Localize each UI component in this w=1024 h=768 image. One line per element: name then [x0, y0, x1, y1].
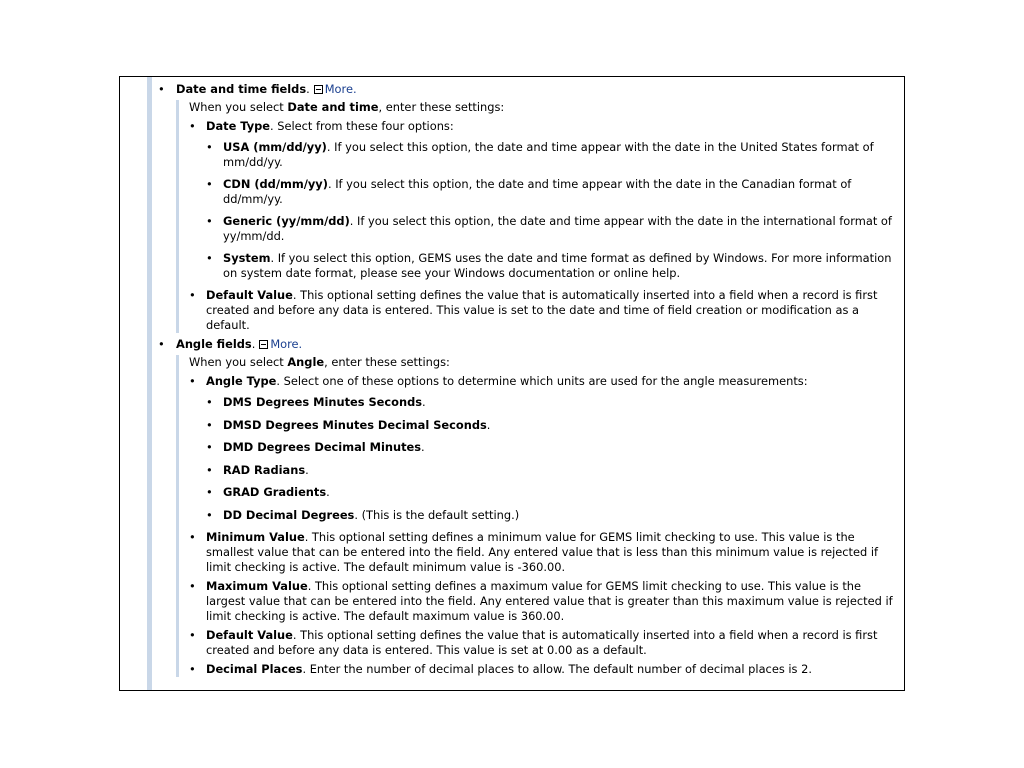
bullet-icon: •: [189, 374, 196, 388]
setting-text: . Enter the number of decimal places to allow. The default number of decimal places is 2.: [302, 662, 812, 676]
bullet-icon: •: [189, 628, 196, 642]
collapse-icon[interactable]: [314, 85, 323, 94]
document-content: [158, 82, 898, 681]
setting-date-type: [189, 119, 898, 281]
option-item: [206, 485, 898, 500]
bullet-icon: •: [189, 119, 196, 133]
setting-default-value: [189, 288, 898, 333]
option-title: RAD Radians: [223, 462, 306, 477]
setting-title: Angle Type: [206, 374, 277, 388]
section-heading: Angle fields. More.: [176, 337, 303, 351]
setting-title: Maximum Value: [206, 579, 308, 593]
setting-decimal-places: [189, 662, 898, 677]
option-text: .: [421, 440, 425, 454]
collapse-icon[interactable]: [259, 340, 268, 349]
setting-minimum-value: [189, 530, 898, 575]
option-item: [206, 177, 898, 207]
option-text: . If you select this option, the date and time appear with the date in the international format of yy/mm/dd.: [223, 214, 892, 243]
option-title: DMSD Degrees Minutes Decimal Seconds: [223, 417, 487, 432]
bullet-icon: •: [206, 462, 213, 477]
option-text: .: [486, 417, 491, 432]
setting-text: . Select from these four options:: [270, 119, 454, 133]
bullet-icon: •: [206, 440, 213, 454]
option-title: CDN (dd/mm/yy): [223, 177, 328, 191]
setting-text: . Select one of these options to determine which units are used for the angle measurements:: [276, 374, 808, 388]
option-item: [206, 395, 898, 410]
field-sections-list: [158, 82, 898, 677]
more-link[interactable]: More.: [324, 82, 357, 96]
option-text: . If you select this option, the date and time appear with the date in the United States format of mm/dd/yy.: [223, 140, 874, 169]
option-item: [206, 418, 898, 433]
option-title: DMD Degrees Decimal Minutes: [223, 440, 422, 454]
bullet-icon: •: [158, 82, 165, 96]
option-text: .: [326, 485, 330, 499]
option-title: System: [223, 251, 271, 265]
option-text: . If you select this option, GEMS uses the date and time format as defined by Windows. For more information on system date format, please see your Windows documentation or online help.: [223, 251, 892, 280]
outer-indent-bar: [147, 77, 152, 690]
bullet-icon: •: [206, 140, 213, 154]
section-date-time: [158, 82, 898, 333]
settings-list: [189, 374, 898, 677]
options-list: [206, 395, 898, 523]
setting-title: Default Value: [206, 628, 293, 642]
option-item: [206, 140, 898, 170]
bullet-icon: •: [189, 530, 196, 544]
section-intro: When you select Date and time, enter these settings:: [189, 100, 505, 114]
more-link[interactable]: More.: [270, 337, 303, 351]
expanded-section-body: [176, 355, 898, 677]
option-title: Generic (yy/mm/dd): [223, 214, 350, 228]
option-item: [206, 251, 898, 281]
option-title: GRAD Gradients: [223, 485, 327, 499]
option-text: .: [305, 462, 309, 477]
option-item: [206, 214, 898, 244]
setting-title: Decimal Places: [206, 662, 303, 676]
section-heading: Date and time fields. More.: [176, 82, 357, 96]
setting-angle-type: [189, 374, 898, 523]
setting-default-value: [189, 628, 898, 658]
section-title: Date and time fields: [176, 82, 307, 96]
option-item: [206, 463, 898, 478]
bullet-icon: •: [189, 662, 196, 676]
setting-title: Minimum Value: [206, 530, 305, 544]
option-item: [206, 508, 898, 523]
option-text: . If you select this option, the date and time appear with the date in the Canadian format of dd/mm/yy.: [223, 177, 852, 206]
expanded-section-body: [176, 100, 898, 333]
setting-text: . This optional setting defines a maximum value for GEMS limit checking to use. This value is the largest value that can be entered into the field. Any entered value that is greater than this maximum value is rejected if limit checking is active. The default maximum value is 360.00.: [206, 579, 893, 623]
option-title: DD Decimal Degrees: [223, 507, 355, 522]
bullet-icon: •: [206, 251, 213, 265]
option-title: USA (mm/dd/yy): [223, 140, 327, 154]
setting-text: . This optional setting defines the value that is automatically inserted into a field when a record is first created and before any data is entered. This value is set to the date and time of field creation or modification as a default.: [206, 288, 878, 332]
bullet-icon: •: [189, 288, 196, 302]
setting-text: . This optional setting defines a minimum value for GEMS limit checking to use. This value is the smallest value that can be entered into the field. Any entered value that is less than this minimum value is rejected if limit checking is active. The default minimum value is -360.00.: [206, 530, 879, 574]
option-item: [206, 440, 898, 455]
setting-text: . This optional setting defines the value that is automatically inserted into a field when a record is first created and before any data is entered. This value is set at 0.00 as a default.: [206, 628, 878, 657]
option-title: DMS Degrees Minutes Seconds: [223, 395, 423, 409]
bullet-icon: •: [206, 507, 213, 522]
setting-title: Default Value: [206, 288, 293, 302]
bullet-icon: •: [206, 485, 213, 499]
bullet-icon: •: [206, 417, 213, 432]
setting-title: Date Type: [206, 119, 270, 133]
bullet-icon: •: [206, 214, 213, 228]
option-text: .: [422, 395, 426, 409]
section-title: Angle fields: [176, 337, 252, 351]
bullet-icon: •: [189, 579, 196, 593]
section-angle: [158, 337, 898, 677]
bullet-icon: •: [206, 395, 213, 409]
section-intro: When you select Angle, enter these settings:: [189, 355, 450, 369]
option-text: . (This is the default setting.): [354, 507, 520, 522]
options-list: [206, 140, 898, 281]
bullet-icon: •: [206, 177, 213, 191]
settings-list: [189, 119, 898, 333]
bullet-icon: •: [158, 337, 165, 351]
document-frame: [119, 76, 905, 691]
setting-maximum-value: [189, 579, 898, 624]
